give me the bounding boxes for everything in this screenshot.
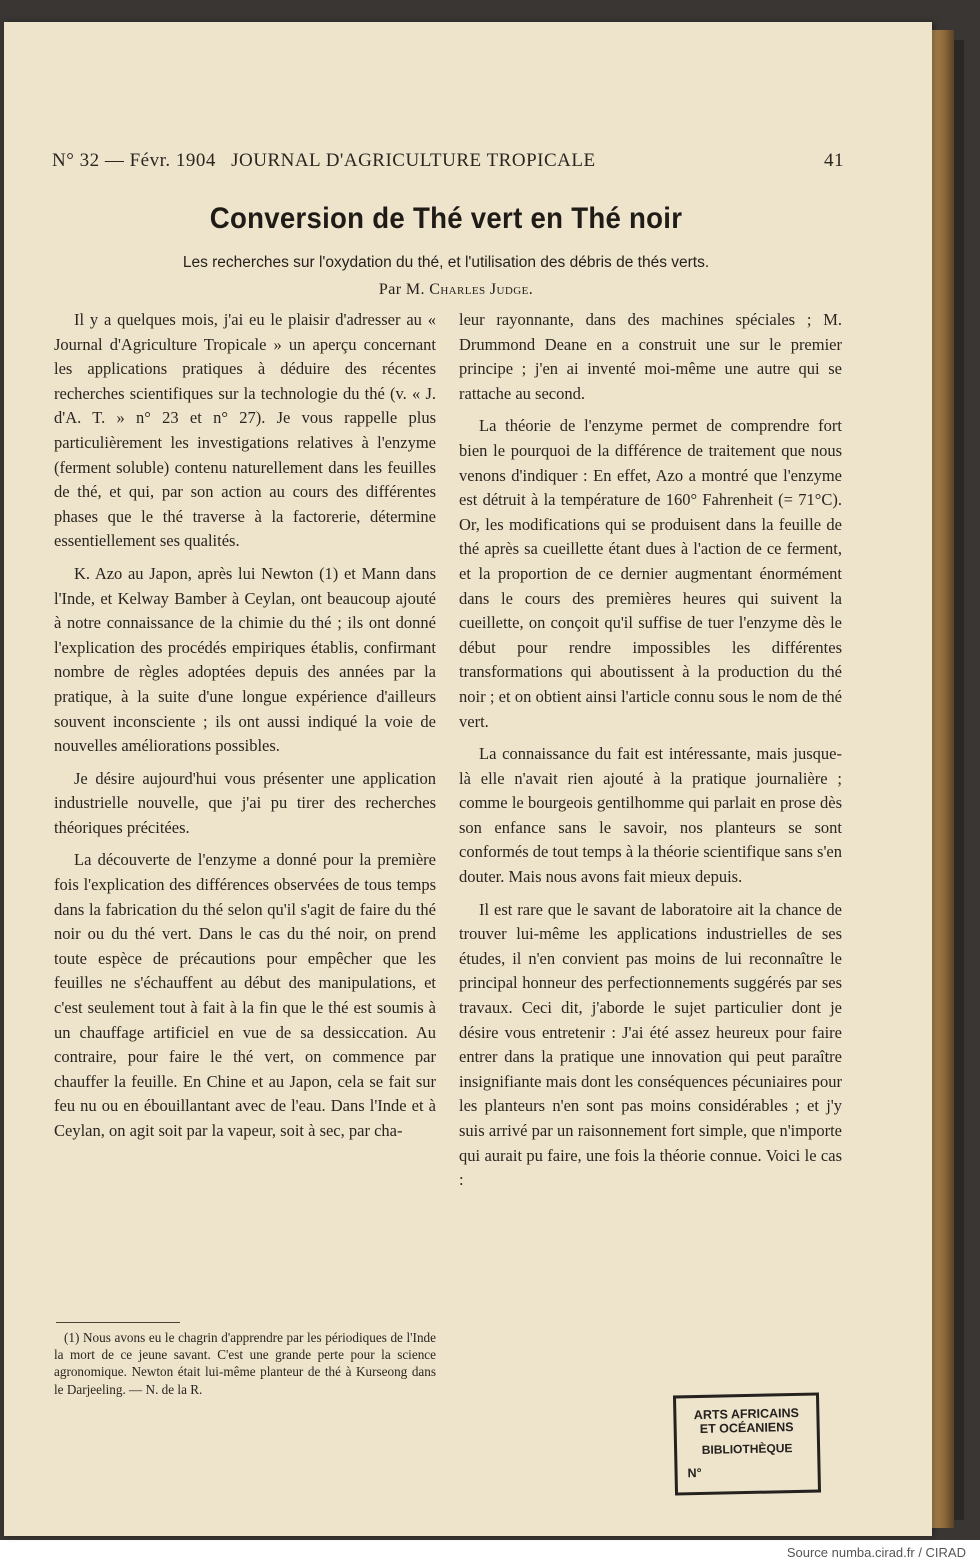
footnote bbox=[54, 1329, 436, 1398]
paragraph: leur rayonnante, dans des machines spéciales ; M. Drummond Deane en a construit une sur le premier principe ; j'en ai inventé moi-même une autre qui se rattache au second. bbox=[459, 310, 842, 403]
journal-page bbox=[4, 22, 932, 1536]
footnote-divider bbox=[56, 1322, 180, 1323]
running-header bbox=[52, 150, 844, 178]
paragraph: La théorie de l'enzyme permet de comprendre fort bien le pourquoi de la différence de traitement que nous venons d'indiquer : En effet, Azo a montré que l'enzyme est détruit à la température de 160° Fahrenheit (= 71°C). Or, les modifications qui se produisent dans la feuille de thé après sa cueillette étant dues à l'action de ce ferment, et la proportion de ce dernier augmentant énormément dans le cours des premières heures qui suivent la cueillette, on conçoit qu'il suffise de tuer l'enzyme dès le début pour rendre impossibles les différentes transformations qui aboutissent à la production du thé noir ; et on obtient ainsi l'article connu sous le nom de thé vert. bbox=[459, 416, 842, 731]
paragraph: K. Azo au Japon, après lui Newton (1) et Mann dans l'Inde, et Kelway Bamber à Ceylan, ont beaucoup ajouté à notre connaissance de la chimie du thé ; ils ont donné l'explication des procédés empiriques établis, confirmant nombre de règles adoptées depuis des années par la pratique, à la suite d'une longue expérience d'ailleurs souvent inconsciente ; ils ont aussi indiqué la voie de nouvelles améliorations possibles. bbox=[54, 563, 436, 756]
library-stamp bbox=[673, 1392, 821, 1495]
footnote-text: (1) Nous avons eu le chagrin d'apprendre par les périodiques de l'Inde la mort de ce jeune savant. C'est une grande perte pour la science agronomique. Newton était lui-même planteur de thé à Kurseong dans le Darjeeling. — N. de la R. bbox=[54, 1330, 436, 1397]
article-subtitle: Les recherches sur l'oxydation du thé, et l'utilisation des débris de thés verts. bbox=[182, 254, 710, 271]
stamp-line: N° bbox=[687, 1465, 702, 1481]
paragraph: Il y a quelques mois, j'ai eu le plaisir d'adresser au « Journal d'Agriculture Tropicale » un aperçu concernant les applications pratiques à déduire des récentes recherches scientifiques sur la technologie du thé (v. « J. d'A. T. » n° 23 et n° 27). Je vous rappelle plus particulièrement les investigations relatives à l'enzyme (ferment soluble) contenu naturellement dans les feuilles de thé, et qui, par son action au cours des différentes phases que le thé traverse à la factorerie, détermine essentiellement ses qualités. bbox=[54, 310, 436, 551]
byline-prefix: Par M. bbox=[378, 281, 425, 298]
paragraph: La connaissance du fait est intéressante, mais jusque-là elle n'avait rien ajouté à la pratique journalière ; comme le bourgeois gentilhomme qui parlait en prose dès son enfance sans le savoir, nos planteurs se sont conformés de tout temps à la théorie scientifique sans s'en douter. Mais nous avons fait mieux depuis. bbox=[459, 744, 842, 887]
paragraph: Il est rare que le savant de laboratoire ait la chance de trouver lui-même les applications industrielles de ses études, il n'en convient pas moins de lui reconnaître le principal honneur des perfectionnements suggérés par ses travaux. Ceci dit, j'aborde le sujet particulier dont je désire vous entretenir : J'ai été assez heureux pour faire entrer dans la pratique une innovation qui peut paraître insignifiante mais dont les conséquences pécuniaires pour les planteurs n'en sont pas moins considérables ; et j'y suis arrivé par un raisonnement fort simple, que n'importe qui aurait pu faire, une fois la théorie connue. Voici le cas : bbox=[459, 899, 842, 1190]
book-cover-edge bbox=[954, 40, 964, 1520]
stamp-line: ARTS AFRICAINS bbox=[693, 1405, 800, 1423]
paragraph: La découverte de l'enzyme a donné pour la première fois l'explication des différences observées de tous temps dans la fabrication du thé selon qu'il s'agit de faire du thé noir ou du thé vert. Dans le cas du thé noir, on prend toute espèce de précautions pour empêcher que les feuilles ne s'échauffent au début des manipulations, et c'est seulement tout à fait à la fin que le thé est soumis à un chauffage artificiel en vue de sa dessiccation. Au contraire, pour faire le thé vert, on commence par chauffer la feuille. En Chine et au Japon, cela se fait sur feu nu ou en ébouillantant avec de l'eau. Dans l'Inde et à Ceylan, on agit soit par la vapeur, soit à sec, par cha- bbox=[54, 850, 436, 1140]
journal-name: JOURNAL D'AGRICULTURE TROPICALE bbox=[231, 150, 596, 171]
issue-date: N° 32 — Févr. 1904 bbox=[52, 150, 216, 171]
stamp-line: BIBLIOTHÈQUE bbox=[701, 1441, 793, 1457]
paragraph: Je désire aujourd'hui vous présenter une application industrielle nouvelle, que j'ai pu tirer des recherches théoriques précitées. bbox=[54, 768, 436, 837]
stamp-line: ET OCÉANIENS bbox=[699, 1420, 794, 1436]
article-title: Conversion de Thé vert en Thé noir bbox=[209, 202, 683, 235]
author-name: Charles Judge. bbox=[429, 281, 534, 298]
page-number: 41 bbox=[824, 150, 844, 171]
right-column bbox=[459, 308, 842, 1201]
source-credit: Source numba.cirad.fr / CIRAD bbox=[786, 1545, 966, 1560]
byline bbox=[4, 281, 908, 299]
left-column bbox=[54, 308, 436, 1152]
book-page-edges bbox=[932, 30, 954, 1528]
